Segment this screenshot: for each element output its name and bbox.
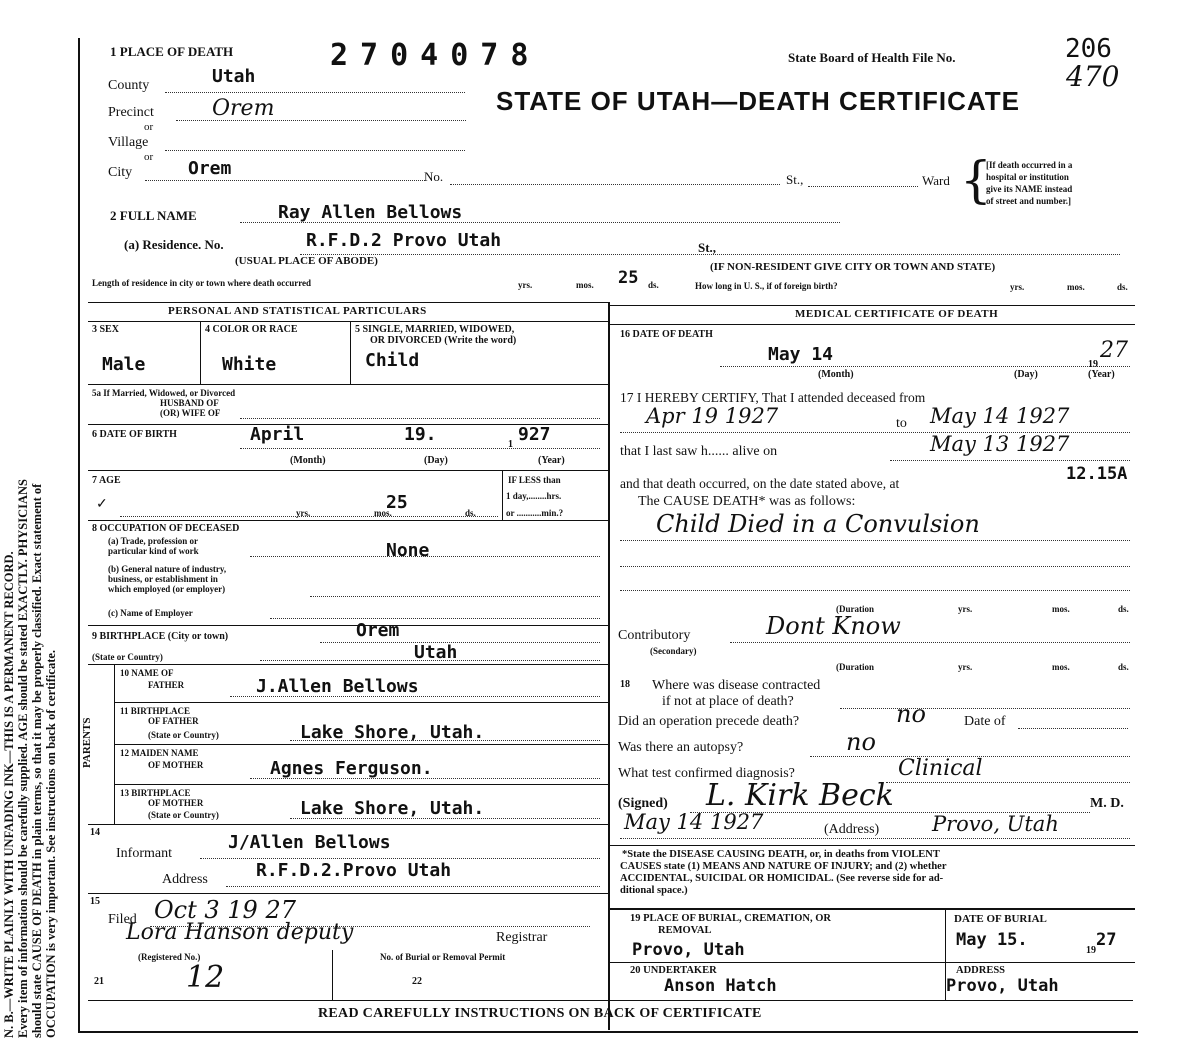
full-name-label: 2 FULL NAME <box>110 208 197 223</box>
death-time: 12.15A <box>1066 464 1128 484</box>
father-bp-label-2: OF FATHER <box>148 716 199 726</box>
full-name-value: Ray Allen Bellows <box>278 202 463 223</box>
father-bp-label-3: (State or Country) <box>148 730 219 740</box>
secondary-label: (Secondary) <box>650 646 697 656</box>
precinct-line <box>176 120 466 121</box>
color-value: White <box>222 354 277 375</box>
burial-mid-rule <box>610 962 1135 963</box>
mother-row-bottom <box>114 784 608 785</box>
length-ds: ds. <box>648 280 659 290</box>
last-saw-label: that I last saw h...... alive on <box>620 444 778 459</box>
item-22: 22 <box>412 976 422 987</box>
dob-year-label: (Year) <box>538 455 565 466</box>
occupation-b-line <box>310 596 600 597</box>
contributory-value: Dont Know <box>766 612 901 640</box>
mother-birthplace: Lake Shore, Utah. <box>300 798 485 819</box>
father-bp-label-1: 11 BIRTHPLACE <box>120 706 190 716</box>
date-of-death-label: 16 DATE OF DEATH <box>620 329 713 340</box>
husband-label-1: 5a If Married, Widowed, or Divorced <box>92 388 236 398</box>
item-18: 18 <box>620 679 630 690</box>
occupation-c-label: (c) Name of Employer <box>108 608 193 618</box>
marital-value: Child <box>365 350 420 371</box>
dob-month-label: (Month) <box>290 455 326 466</box>
or-label-1: or <box>144 121 154 133</box>
operation-value: no <box>896 700 926 728</box>
birthplace-row-bottom <box>88 664 608 665</box>
occupation-b-label-1: (b) General nature of industry, <box>108 564 227 574</box>
less-than-label-2: 1 day,........hrs. <box>506 491 562 501</box>
street-label: St., <box>786 172 804 187</box>
street-line <box>450 184 780 185</box>
age-label: 7 AGE <box>92 475 121 486</box>
place-of-death-label: 1 PLACE OF DEATH <box>110 44 234 59</box>
date-of-death-line <box>720 366 1130 367</box>
file-number: 206 <box>1065 34 1112 64</box>
burial-top-rule <box>610 908 1135 910</box>
last-saw-date: May 13 1927 <box>930 432 1070 456</box>
village-line <box>165 150 465 151</box>
file-number-handwritten: 470 <box>1066 60 1120 93</box>
ward-line <box>808 186 918 187</box>
less-than-label-1: IF LESS than <box>508 475 561 485</box>
test-value: Clinical <box>898 756 983 781</box>
age-ds: ds. <box>465 508 476 518</box>
father-row-bottom <box>114 702 608 703</box>
dob-label: 6 DATE OF BIRTH <box>92 429 177 440</box>
left-border <box>78 38 80 1033</box>
footer-instructions: READ CAREFULLY INSTRUCTIONS ON BACK OF CERTIFICATE <box>318 1006 762 1021</box>
mother-name: Agnes Ferguson. <box>270 758 433 779</box>
margin-line-2: Every item of information should be carefully supplied. AGE should be stated EXACTLY. PHYSICIANS <box>16 479 30 1038</box>
residence-value: R.F.D.2 Provo Utah <box>306 230 502 251</box>
ward-brace: { <box>960 151 992 209</box>
md-label: M. D. <box>1090 796 1124 811</box>
burial-year-prefix: 19 <box>1086 945 1096 956</box>
cause-of-death: Child Died in a Convulsion <box>656 510 980 538</box>
city-no-label: No. <box>424 169 444 184</box>
father-birthplace: Lake Shore, Utah. <box>300 722 485 743</box>
cause-label: The CAUSE DEATH* was as follows: <box>638 494 856 509</box>
test-line <box>886 782 1130 783</box>
certificate-title: STATE OF UTAH—DEATH CERTIFICATE <box>496 86 1020 116</box>
hospital-note-3: give its NAME instead <box>986 184 1073 194</box>
age-check-mark: ✓ <box>96 496 108 512</box>
birthplace-label: 9 BIRTHPLACE (City or town) <box>92 631 229 642</box>
city-value: Orem <box>188 158 232 179</box>
margin-instructions <box>2 38 58 1038</box>
date-of-death-year-prefix: 19 <box>1088 359 1098 370</box>
father-label-1: 10 NAME OF <box>120 668 174 678</box>
informant-address: R.F.D.2.Provo Utah <box>256 860 452 881</box>
sex-divider-1 <box>200 322 201 384</box>
hospital-note-4: of street and number.] <box>986 196 1071 206</box>
occupation-a-line <box>250 556 600 557</box>
marital-label-1: 5 SINGLE, MARRIED, WIDOWED, <box>355 324 515 335</box>
hospital-note-2: hospital or institution <box>986 172 1069 182</box>
file-number-label: State Board of Health File No. <box>788 50 956 65</box>
mother-bp-label-1: 13 BIRTHPLACE <box>120 788 191 798</box>
informant-address-label: Address <box>162 872 208 887</box>
dod-month-label: (Month) <box>818 369 854 380</box>
burial-permit-label: No. of Burial or Removal Permit <box>380 952 506 962</box>
duration-label-1: (Duration <box>836 604 874 614</box>
operation-date-label: Date of <box>964 714 1006 729</box>
duration-ds-2: ds. <box>1118 662 1129 672</box>
sex-row-bottom <box>88 384 608 385</box>
stamp-number: 2704078 <box>330 38 541 73</box>
marital-label-2: OR DIVORCED (Write the word) <box>370 335 517 346</box>
attended-from: Apr 19 1927 <box>646 404 779 428</box>
registered-divider <box>332 950 333 1000</box>
margin-line-1: N. B.—WRITE PLAINLY WITH UNFADING INK—THIS IS A PERMANENT RECORD. <box>2 551 16 1038</box>
sex-label: 3 SEX <box>92 324 119 335</box>
occupation-value: None <box>386 540 430 561</box>
autopsy-label: Was there an autopsy? <box>618 740 744 755</box>
certify-label: 17 I HEREBY CERTIFY, That I attended deceased from <box>620 390 926 405</box>
dod-year-label: (Year) <box>1088 369 1115 380</box>
item-14: 14 <box>90 827 100 838</box>
age-divider <box>502 471 503 520</box>
undertaker-address-label: ADDRESS <box>956 965 1006 976</box>
burial-date: May 15. <box>956 930 1028 950</box>
contributory-line <box>730 642 1130 643</box>
occupation-a-label-2: particular kind of work <box>108 546 199 556</box>
informant-name: J/Allen Bellows <box>228 832 391 853</box>
undertaker-address: Provo, Utah <box>946 976 1059 996</box>
medical-header-rule <box>610 324 1135 325</box>
cause-line-2 <box>620 566 1130 567</box>
occupation-row-bottom <box>88 625 608 626</box>
age-yrs: yrs. <box>296 508 311 518</box>
duration-mos-1: mos. <box>1052 604 1070 614</box>
father-bp-line <box>290 740 600 741</box>
residence-label: (a) Residence. No. <box>124 237 224 252</box>
age-days: 25 <box>386 492 408 513</box>
mother-line <box>250 778 600 779</box>
signed-label: (Signed) <box>618 796 668 811</box>
sex-divider-2 <box>350 322 351 384</box>
attended-to-label: to <box>896 416 907 431</box>
dob-year-prefix: 1 <box>508 439 513 450</box>
or-label-2: or <box>144 151 154 163</box>
registrar-label: Registrar <box>496 930 548 945</box>
residence-street-label: St., <box>698 240 717 255</box>
village-label: Village <box>108 135 149 150</box>
county-label: County <box>108 78 150 93</box>
dob-year: 927 <box>518 424 551 445</box>
center-divider <box>608 302 610 1030</box>
occupation-label: 8 OCCUPATION OF DECEASED <box>92 523 240 534</box>
test-label: What test confirmed diagnosis? <box>618 766 795 781</box>
registered-number: 12 <box>186 960 225 995</box>
burial-place-label-1: 19 PLACE OF BURIAL, CREMATION, OR <box>630 913 831 924</box>
dod-day-label: (Day) <box>1014 369 1038 380</box>
dob-day-label: (Day) <box>424 455 448 466</box>
age-line <box>120 516 498 517</box>
margin-line-4: OCCUPATION is very important. See instructions on back of certificate. <box>44 649 58 1038</box>
filed-label: Filed <box>108 912 137 927</box>
duration-mos-2: mos. <box>1052 662 1070 672</box>
medical-footnote-rule <box>610 845 1135 846</box>
non-resident-label: (IF NON-RESIDENT GIVE CITY OR TOWN AND STATE) <box>710 261 996 273</box>
burial-place-label-2: REMOVAL <box>658 925 712 936</box>
dob-month: April <box>250 424 305 445</box>
mother-bp-label-3: (State or Country) <box>148 810 219 820</box>
dob-row-bottom <box>88 470 608 471</box>
footnote-2: CAUSES state (1) MEANS AND NATURE OF INJURY; and (2) whether <box>620 861 947 872</box>
husband-line <box>240 418 600 419</box>
autopsy-value: no <box>846 728 876 756</box>
informant-address-line <box>226 886 600 887</box>
father-label-2: FATHER <box>148 680 185 690</box>
margin-line-3: should state CAUSE OF DEATH in plain terms, so that it may be properly classified. Exact statement of <box>30 483 44 1038</box>
medical-top-rule <box>610 305 1135 306</box>
operation-label: Did an operation precede death? <box>618 714 800 729</box>
operation-line <box>1018 728 1128 729</box>
filed-date: Oct 3 19 27 <box>154 896 296 924</box>
bottom-row-rule <box>88 1000 1133 1001</box>
personal-header-rule <box>88 321 608 322</box>
city-line <box>145 180 425 181</box>
medical-header: MEDICAL CERTIFICATE OF DEATH <box>795 308 999 320</box>
parents-label: PARENTS <box>81 717 93 768</box>
how-long-label: How long in U. S., if of foreign birth? <box>695 281 838 291</box>
ward-label: Ward <box>922 173 950 188</box>
how-long-yrs: yrs. <box>1010 282 1025 292</box>
age-mos: mos. <box>374 508 392 518</box>
husband-label-2: HUSBAND OF <box>160 398 219 408</box>
occupation-c-line <box>270 618 600 619</box>
mother-label-2: OF MOTHER <box>148 760 204 770</box>
registrar-signature: Lora Hanson deputy <box>126 920 354 945</box>
duration-label-2: (Duration <box>836 662 874 672</box>
cause-line-1 <box>620 540 1130 541</box>
father-name: J.Allen Bellows <box>256 676 419 697</box>
residence-line <box>300 254 1120 255</box>
informant-bottom <box>88 893 608 894</box>
husband-label-3: (OR) WIFE OF <box>160 408 221 418</box>
personal-top-rule <box>88 302 608 303</box>
physician-address: Provo, Utah <box>932 812 1059 836</box>
birthplace-state: Utah <box>414 642 458 663</box>
burial-year: 27 <box>1096 930 1117 950</box>
color-label: 4 COLOR OR RACE <box>205 324 298 335</box>
city-label: City <box>108 165 133 180</box>
item-21: 21 <box>94 976 104 987</box>
footnote-1: *State the DISEASE CAUSING DEATH, or, in deaths from VIOLENT <box>622 849 940 860</box>
duration-yrs-2: yrs. <box>958 662 973 672</box>
footnote-4: ditional space.) <box>620 885 688 896</box>
length-residence-label: Length of residence in city or town where death occurred <box>92 278 312 288</box>
mother-bp-line <box>290 818 600 819</box>
informant-label: Informant <box>116 846 172 861</box>
dob-line <box>240 448 600 449</box>
item-15: 15 <box>90 896 100 907</box>
county-line <box>165 92 465 93</box>
dob-day: 19. <box>404 424 437 445</box>
precinct-value: Orem <box>212 96 275 121</box>
address-line <box>620 838 1130 839</box>
burial-date-label: DATE OF BURIAL <box>954 913 1047 925</box>
undertaker-label: 20 UNDERTAKER <box>630 965 717 976</box>
occupation-b-label-2: business, or establishment in <box>108 574 218 584</box>
date-of-death-year: 27 <box>1100 338 1128 363</box>
length-days-value: 25 <box>618 268 639 288</box>
precinct-label: Precinct <box>108 105 154 120</box>
usual-place-label: (USUAL PLACE OF ABODE) <box>235 255 378 267</box>
attended-to: May 14 1927 <box>930 404 1070 428</box>
where-contracted-label-1: Where was disease contracted <box>652 678 821 693</box>
county-value: Utah <box>212 66 256 87</box>
mother-label-1: 12 MAIDEN NAME <box>120 748 199 758</box>
occupation-a-label-1: (a) Trade, profession or <box>108 536 198 546</box>
registered-no-label: (Registered No.) <box>138 952 201 962</box>
sex-value: Male <box>102 354 146 375</box>
burial-place: Provo, Utah <box>632 940 745 960</box>
age-row-bottom <box>88 520 608 521</box>
length-mos: mos. <box>576 280 594 290</box>
how-long-ds: ds. <box>1117 282 1128 292</box>
birthplace-city: Orem <box>356 620 400 641</box>
duration-yrs-1: yrs. <box>958 604 973 614</box>
where-contracted-label-2: if not at place of death? <box>662 694 794 709</box>
birthplace-state-line <box>260 660 600 661</box>
signed-date: May 14 1927 <box>624 810 764 834</box>
birthplace-state-label: (State or Country) <box>92 652 163 662</box>
informant-line <box>200 858 600 859</box>
bottom-border <box>78 1031 1138 1033</box>
length-yrs: yrs. <box>518 280 533 290</box>
date-of-death-month: May 14 <box>768 344 834 365</box>
duration-ds-1: ds. <box>1118 604 1129 614</box>
hospital-note-1: [If death occurred in a <box>986 160 1073 170</box>
contributory-label: Contributory <box>618 628 691 643</box>
occupation-b-label-3: which employed (or employer) <box>108 584 226 594</box>
cause-line-3 <box>620 590 1130 591</box>
less-than-label-3: or ...........min.? <box>506 508 564 518</box>
father-line <box>230 696 600 697</box>
undertaker-name: Anson Hatch <box>664 976 777 996</box>
where-contracted-line <box>840 708 1130 709</box>
mother-bp-label-2: OF MOTHER <box>148 798 204 808</box>
parents-bottom <box>88 824 608 825</box>
full-name-line <box>240 222 840 223</box>
last-saw-line <box>890 460 1130 461</box>
father-bp-row-bottom <box>114 744 608 745</box>
physician-address-label: (Address) <box>824 822 880 837</box>
physician-signature: L. Kirk Beck <box>706 778 894 813</box>
footnote-3: ACCIDENTAL, SUICIDAL OR HOMICIDAL. (See reverse side for ad- <box>620 873 944 884</box>
personal-header: PERSONAL AND STATISTICAL PARTICULARS <box>168 305 427 317</box>
how-long-mos: mos. <box>1067 282 1085 292</box>
birthplace-city-line <box>320 642 600 643</box>
death-occurred-label: and that death occurred, on the date stated above, at <box>620 476 900 491</box>
